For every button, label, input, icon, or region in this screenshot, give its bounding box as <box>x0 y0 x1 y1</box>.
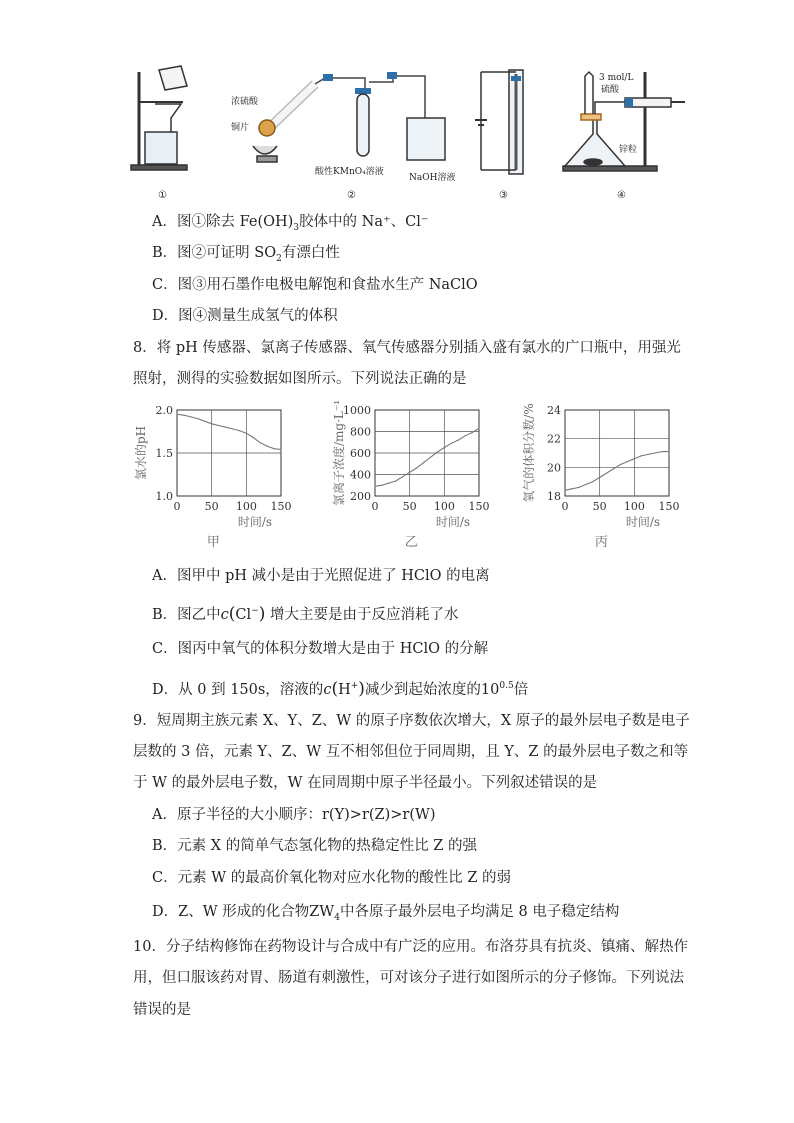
formula: ZW <box>309 904 335 920</box>
q9-option-a <box>152 805 436 825</box>
q7-option-a <box>152 212 429 238</box>
data-point <box>578 487 579 488</box>
subscript: 2 <box>276 253 282 264</box>
y-tick-label: 2.0 <box>155 404 173 417</box>
option-text: 增大主要是由于反应消耗了水 <box>269 606 459 623</box>
option-letter: D． <box>152 904 179 920</box>
paren-close: ) <box>358 678 365 699</box>
option-letter: C． <box>152 277 178 293</box>
data-point <box>239 430 240 431</box>
q8-charts <box>134 399 680 557</box>
q10-stem-line3: 错误的是 <box>133 1002 191 1018</box>
option-letter: A． <box>152 568 177 584</box>
option-text: 减少到起始浓度的 <box>364 681 481 698</box>
data-point <box>458 440 459 441</box>
option-letter: A． <box>152 214 177 230</box>
data-point <box>585 484 586 485</box>
x-axis-label: 时间/s <box>625 515 661 529</box>
data-point <box>409 472 410 473</box>
x-tick-label: 100 <box>623 500 645 513</box>
y-tick-label: 800 <box>350 425 371 439</box>
q7-option-b <box>152 243 340 269</box>
x-axis-label: 时间/s <box>435 515 471 529</box>
y-axis-label: 氧气的体积分数/% <box>522 403 536 503</box>
y-tick-label: 200 <box>350 490 371 503</box>
x-tick-label: 100 <box>235 500 257 513</box>
chart-title: 丙 <box>594 535 608 550</box>
data-point <box>374 486 375 487</box>
q7-option-d <box>152 306 338 326</box>
data-point <box>197 418 198 419</box>
data-point <box>176 414 177 415</box>
option-text: 图丙中氧气的体积分数增大是由于 HClO 的分解 <box>177 641 489 657</box>
apparatus-2-so2 <box>253 72 445 162</box>
x-tick-label: 150 <box>270 500 292 513</box>
figure-number-4: ④ <box>617 190 626 201</box>
data-point <box>267 446 268 447</box>
data-point <box>211 423 212 424</box>
x-axis-label: 时间/s <box>237 515 273 529</box>
x-tick-label: 50 <box>592 500 607 513</box>
data-point <box>183 415 184 416</box>
data-point <box>388 483 389 484</box>
option-letter: A． <box>152 807 177 823</box>
subscript: 4 <box>334 912 340 923</box>
x-tick-label: 0 <box>561 500 569 513</box>
data-point <box>246 433 247 434</box>
ion-symbol: Cl <box>235 606 252 623</box>
option-text: 胶体中的 Na⁺、Cl⁻ <box>299 214 429 230</box>
option-text: 图③用石墨作电极电解饱和食盐水生产 NaClO <box>177 277 478 293</box>
option-text: 元素 X 的简单气态氢化物的热稳定性比 Z 的强 <box>177 838 477 854</box>
data-point <box>437 451 438 452</box>
series-line <box>565 452 669 491</box>
charts-svg <box>134 399 680 557</box>
data-point <box>465 435 466 436</box>
option-letter: C． <box>152 870 178 886</box>
option-text: 图④测量生成氢气的体积 <box>178 308 338 324</box>
data-point <box>613 468 614 469</box>
label-copper: 铜片 <box>231 123 250 133</box>
data-point <box>606 472 607 473</box>
label-conc-acid: 浓硫酸 <box>231 97 259 107</box>
apparatus-figure <box>125 62 705 207</box>
paren-open: ( <box>331 678 339 699</box>
option-text: 图乙中 <box>177 606 221 623</box>
y-tick-label: 600 <box>350 447 371 460</box>
y-axis-label: 氯水的pH <box>134 425 148 481</box>
option-text: 有漂白性 <box>281 245 340 261</box>
x-tick-label: 50 <box>204 500 219 513</box>
data-point <box>655 452 656 453</box>
q8-option-b <box>152 601 458 625</box>
q7-option-c <box>152 275 478 295</box>
data-point <box>218 425 219 426</box>
y-tick-label: 22 <box>547 432 561 446</box>
label-h2so4-conc: 3 mol/L <box>599 73 634 83</box>
data-point <box>471 432 472 433</box>
power-base: 10 <box>480 681 500 698</box>
data-point <box>402 476 403 477</box>
y-tick-label: 18 <box>547 490 561 503</box>
y-tick-label: 24 <box>547 404 561 417</box>
label-h2so4: 硫酸 <box>601 85 620 95</box>
q10-stem-line2: 用，但口服该药对胃、肠道有刺激性，可对该分子进行如图所示的分子修饰。下列说法 <box>133 970 684 986</box>
series-line <box>177 414 281 449</box>
option-text: 图甲中 pH 减小是由于光照促进了 HClO 的电离 <box>176 568 490 584</box>
data-point <box>641 455 642 456</box>
option-text: 图②可证明 SO <box>177 245 277 261</box>
data-point <box>381 485 382 486</box>
data-point <box>430 457 431 458</box>
x-tick-label: 100 <box>433 500 455 513</box>
option-letter: B． <box>152 838 178 854</box>
y-tick-label: 1.0 <box>155 490 173 503</box>
data-point <box>564 490 565 491</box>
data-point <box>225 427 226 428</box>
label-kmno4: 酸性KMnO₄溶液 <box>315 167 384 177</box>
data-point <box>260 442 261 443</box>
option-text: 倍 <box>513 681 529 698</box>
data-point <box>648 454 649 455</box>
data-point <box>204 421 205 422</box>
ion-symbol: H <box>338 681 351 698</box>
data-point <box>661 451 662 452</box>
option-text: Z、W 形成的化合物 <box>178 904 310 920</box>
y-axis-label: 氯离子浓度/mg·L⁻¹ <box>332 399 346 507</box>
option-text: 原子半径的大小顺序：r(Y)>r(Z)>r(W) <box>176 807 436 823</box>
q9-option-b <box>152 836 477 856</box>
x-tick-label: 150 <box>658 500 680 513</box>
q10-stem-line1: 10．分子结构修饰在药物设计与合成中有广泛的应用。布洛芬具有抗炎、镇痛、解热作 <box>133 939 688 955</box>
apparatus-1-filtration <box>131 66 187 170</box>
option-text: 中各原子最外层电子均满足 8 电子稳定结构 <box>339 904 620 920</box>
figure-number-2: ② <box>347 190 356 201</box>
data-point <box>668 451 669 452</box>
q8-option-a <box>152 566 490 586</box>
apparatus-3-electrolysis <box>475 70 523 174</box>
power-exponent: 0.5 <box>499 681 514 691</box>
option-letter: D． <box>152 681 179 698</box>
chart-title: 甲 <box>206 535 220 550</box>
data-point <box>280 449 281 450</box>
subscript: 3 <box>293 222 300 233</box>
option-letter: B． <box>152 245 178 261</box>
figure-number-1: ① <box>158 190 167 201</box>
q9-stem-line1: 9．短周期主族元素 X、Y、Z、W 的原子序数依次增大，X 原子的最外层电子数是电子 <box>133 713 690 729</box>
y-tick-label: 20 <box>547 461 561 475</box>
data-point <box>273 448 274 449</box>
data-point <box>451 443 452 444</box>
option-text: 图①除去 Fe(OH) <box>176 214 294 230</box>
paren-close: ) <box>258 603 266 624</box>
q8-stem-line1: 8．将 pH 传感器、氯离子传感器、氧气传感器分别插入盛有氯水的广口瓶中，用强光 <box>133 340 681 356</box>
y-tick-label: 1000 <box>343 404 371 417</box>
data-point <box>423 462 424 463</box>
data-point <box>478 428 479 429</box>
q9-stem-line2: 层数的 3 倍，元素 Y、Z、W 互不相邻但位于同周期，且 Y、Z 的最外层电子数之和等 <box>133 744 689 760</box>
data-point <box>599 477 600 478</box>
figure-number-3: ③ <box>499 190 508 201</box>
x-tick-label: 150 <box>468 500 490 513</box>
q8-option-d <box>152 676 528 700</box>
option-letter: B． <box>152 606 178 623</box>
series-line <box>375 428 479 486</box>
data-point <box>444 447 445 448</box>
y-tick-label: 1.5 <box>155 447 173 460</box>
q9-stem-line3: 于 W 的最外层电子数，W 在同周期中原子半径最小。下列叙述错误的是 <box>133 775 598 791</box>
paren-open: ( <box>228 603 236 624</box>
x-tick-label: 0 <box>371 500 379 513</box>
option-letter: D． <box>152 308 179 324</box>
data-point <box>253 437 254 438</box>
option-letter: C． <box>152 641 178 657</box>
superscript: − <box>251 606 259 616</box>
data-point <box>592 481 593 482</box>
x-tick-label: 0 <box>173 500 181 513</box>
data-point <box>190 416 191 417</box>
apparatus-4-hydrogen <box>563 72 685 171</box>
chart-title: 乙 <box>404 535 418 550</box>
concentration-symbol: c <box>323 681 332 698</box>
data-point <box>395 480 396 481</box>
option-text: 从 0 到 150s，溶液的 <box>178 681 324 698</box>
data-point <box>620 464 621 465</box>
q8-option-c <box>152 639 488 659</box>
option-text: 元素 W 的最高价氧化物对应水化物的酸性比 Z 的弱 <box>177 870 512 886</box>
x-tick-label: 50 <box>402 500 417 513</box>
data-point <box>232 428 233 429</box>
superscript: + <box>350 681 359 691</box>
q9-option-c <box>152 868 511 888</box>
data-point <box>571 488 572 489</box>
q8-stem-line2: 照射，测得的实验数据如图所示。下列说法正确的是 <box>133 371 467 387</box>
y-tick-label: 400 <box>350 468 371 482</box>
q9-option-d <box>152 902 619 928</box>
data-point <box>416 467 417 468</box>
label-zinc: 锌粒 <box>619 145 638 155</box>
data-point <box>627 461 628 462</box>
data-point <box>634 458 635 459</box>
concentration-symbol: c <box>220 606 229 623</box>
label-naoh: NaOH溶液 <box>409 173 456 183</box>
